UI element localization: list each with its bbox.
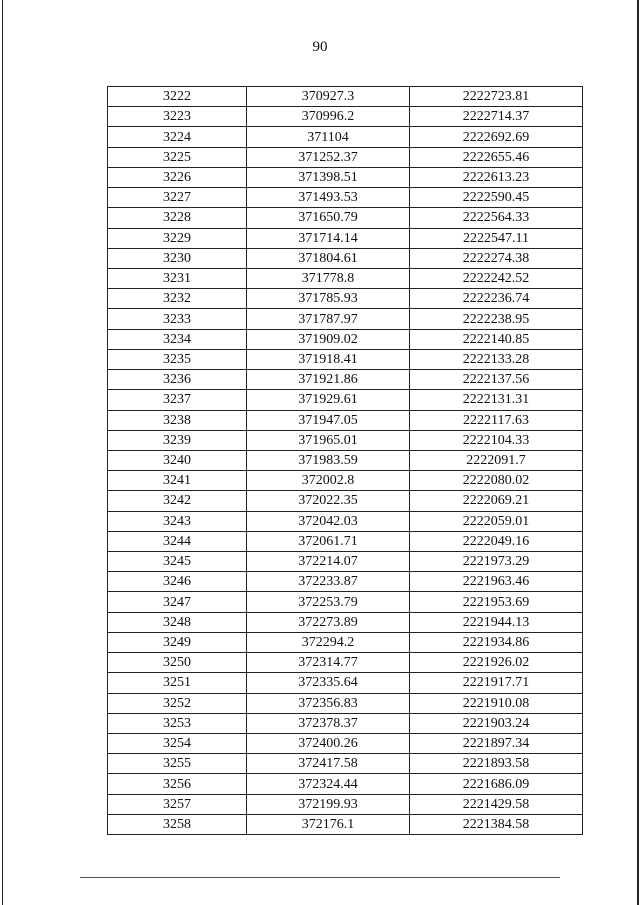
x-coordinate-cell: 371714.14	[247, 228, 410, 248]
x-coordinate-cell: 371909.02	[247, 329, 410, 349]
table-row	[108, 309, 583, 329]
table-row	[108, 289, 583, 309]
point-number-cell: 3242	[108, 491, 247, 511]
table-row	[108, 511, 583, 531]
y-coordinate-cell: 2221686.09	[410, 774, 583, 794]
x-coordinate-cell: 371983.59	[247, 450, 410, 470]
y-coordinate-cell: 2222274.38	[410, 248, 583, 268]
table-row	[108, 349, 583, 369]
x-coordinate-cell: 372253.79	[247, 592, 410, 612]
x-coordinate-cell: 371398.51	[247, 167, 410, 187]
y-coordinate-cell: 2222242.52	[410, 268, 583, 288]
y-coordinate-cell: 2222590.45	[410, 188, 583, 208]
point-number-cell: 3228	[108, 208, 247, 228]
x-coordinate-cell: 371965.01	[247, 430, 410, 450]
y-coordinate-cell: 2222091.7	[410, 450, 583, 470]
x-coordinate-cell: 371921.86	[247, 370, 410, 390]
table-row	[108, 754, 583, 774]
table-row	[108, 774, 583, 794]
x-coordinate-cell: 371104	[247, 127, 410, 147]
table-row	[108, 167, 583, 187]
x-coordinate-cell: 372335.64	[247, 673, 410, 693]
y-coordinate-cell: 2222131.31	[410, 390, 583, 410]
coordinates-table	[107, 86, 583, 835]
point-number-cell: 3250	[108, 653, 247, 673]
point-number-cell: 3227	[108, 188, 247, 208]
table-row	[108, 814, 583, 834]
table-row	[108, 612, 583, 632]
y-coordinate-cell: 2222080.02	[410, 471, 583, 491]
x-coordinate-cell: 372314.77	[247, 653, 410, 673]
y-coordinate-cell: 2221963.46	[410, 572, 583, 592]
x-coordinate-cell: 372324.44	[247, 774, 410, 794]
table-row	[108, 673, 583, 693]
y-coordinate-cell: 2221926.02	[410, 653, 583, 673]
table-row	[108, 410, 583, 430]
y-coordinate-cell: 2222133.28	[410, 349, 583, 369]
y-coordinate-cell: 2221973.29	[410, 552, 583, 572]
point-number-cell: 3255	[108, 754, 247, 774]
x-coordinate-cell: 371778.8	[247, 268, 410, 288]
x-coordinate-cell: 372294.2	[247, 632, 410, 652]
y-coordinate-cell: 2222564.33	[410, 208, 583, 228]
point-number-cell: 3236	[108, 370, 247, 390]
point-number-cell: 3238	[108, 410, 247, 430]
point-number-cell: 3237	[108, 390, 247, 410]
page-edge-right	[637, 0, 639, 905]
y-coordinate-cell: 2222613.23	[410, 167, 583, 187]
y-coordinate-cell: 2221429.58	[410, 794, 583, 814]
table-row	[108, 713, 583, 733]
x-coordinate-cell: 371787.97	[247, 309, 410, 329]
table-row	[108, 248, 583, 268]
y-coordinate-cell: 2222714.37	[410, 107, 583, 127]
table-row	[108, 228, 583, 248]
x-coordinate-cell: 370996.2	[247, 107, 410, 127]
point-number-cell: 3243	[108, 511, 247, 531]
point-number-cell: 3253	[108, 713, 247, 733]
point-number-cell: 3245	[108, 552, 247, 572]
table-row	[108, 430, 583, 450]
x-coordinate-cell: 372176.1	[247, 814, 410, 834]
table-row	[108, 208, 583, 228]
y-coordinate-cell: 2221903.24	[410, 713, 583, 733]
x-coordinate-cell: 372400.26	[247, 734, 410, 754]
table-row	[108, 370, 583, 390]
y-coordinate-cell: 2221910.08	[410, 693, 583, 713]
point-number-cell: 3246	[108, 572, 247, 592]
x-coordinate-cell: 371918.41	[247, 349, 410, 369]
point-number-cell: 3247	[108, 592, 247, 612]
y-coordinate-cell: 2222137.56	[410, 370, 583, 390]
y-coordinate-cell: 2222692.69	[410, 127, 583, 147]
point-number-cell: 3258	[108, 814, 247, 834]
table-row	[108, 794, 583, 814]
y-coordinate-cell: 2222655.46	[410, 147, 583, 167]
point-number-cell: 3249	[108, 632, 247, 652]
table-row	[108, 471, 583, 491]
table-row	[108, 531, 583, 551]
table-row	[108, 653, 583, 673]
table-row	[108, 390, 583, 410]
table-row	[108, 188, 583, 208]
y-coordinate-cell: 2221897.34	[410, 734, 583, 754]
y-coordinate-cell: 2221944.13	[410, 612, 583, 632]
coordinates-table-body	[108, 87, 583, 835]
table-row	[108, 127, 583, 147]
x-coordinate-cell: 372199.93	[247, 794, 410, 814]
y-coordinate-cell: 2221953.69	[410, 592, 583, 612]
table-row	[108, 87, 583, 107]
point-number-cell: 3251	[108, 673, 247, 693]
point-number-cell: 3232	[108, 289, 247, 309]
point-number-cell: 3233	[108, 309, 247, 329]
y-coordinate-cell: 2222547.11	[410, 228, 583, 248]
page-edge-left	[2, 0, 3, 905]
point-number-cell: 3244	[108, 531, 247, 551]
y-coordinate-cell: 2222117.63	[410, 410, 583, 430]
point-number-cell: 3241	[108, 471, 247, 491]
y-coordinate-cell: 2222236.74	[410, 289, 583, 309]
y-coordinate-cell: 2222140.85	[410, 329, 583, 349]
y-coordinate-cell: 2222069.21	[410, 491, 583, 511]
table-row	[108, 107, 583, 127]
point-number-cell: 3230	[108, 248, 247, 268]
x-coordinate-cell: 372378.37	[247, 713, 410, 733]
x-coordinate-cell: 372273.89	[247, 612, 410, 632]
y-coordinate-cell: 2222049.16	[410, 531, 583, 551]
point-number-cell: 3257	[108, 794, 247, 814]
x-coordinate-cell: 371929.61	[247, 390, 410, 410]
point-number-cell: 3240	[108, 450, 247, 470]
page-number: 90	[312, 39, 328, 55]
table-row	[108, 329, 583, 349]
x-coordinate-cell: 371650.79	[247, 208, 410, 228]
x-coordinate-cell: 372022.35	[247, 491, 410, 511]
table-row	[108, 572, 583, 592]
y-coordinate-cell: 2222059.01	[410, 511, 583, 531]
y-coordinate-cell: 2222238.95	[410, 309, 583, 329]
point-number-cell: 3234	[108, 329, 247, 349]
table-row	[108, 632, 583, 652]
point-number-cell: 3224	[108, 127, 247, 147]
table-row	[108, 693, 583, 713]
point-number-cell: 3235	[108, 349, 247, 369]
point-number-cell: 3248	[108, 612, 247, 632]
table-row	[108, 450, 583, 470]
table-row	[108, 147, 583, 167]
x-coordinate-cell: 372233.87	[247, 572, 410, 592]
x-coordinate-cell: 371493.53	[247, 188, 410, 208]
x-coordinate-cell: 372417.58	[247, 754, 410, 774]
x-coordinate-cell: 371947.05	[247, 410, 410, 430]
point-number-cell: 3229	[108, 228, 247, 248]
x-coordinate-cell: 372214.07	[247, 552, 410, 572]
bottom-divider	[80, 877, 560, 878]
x-coordinate-cell: 372002.8	[247, 471, 410, 491]
point-number-cell: 3223	[108, 107, 247, 127]
point-number-cell: 3254	[108, 734, 247, 754]
x-coordinate-cell: 372061.71	[247, 531, 410, 551]
x-coordinate-cell: 372356.83	[247, 693, 410, 713]
point-number-cell: 3225	[108, 147, 247, 167]
x-coordinate-cell: 372042.03	[247, 511, 410, 531]
x-coordinate-cell: 371804.61	[247, 248, 410, 268]
point-number-cell: 3231	[108, 268, 247, 288]
x-coordinate-cell: 370927.3	[247, 87, 410, 107]
y-coordinate-cell: 2221934.86	[410, 632, 583, 652]
y-coordinate-cell: 2221384.58	[410, 814, 583, 834]
y-coordinate-cell: 2221917.71	[410, 673, 583, 693]
point-number-cell: 3226	[108, 167, 247, 187]
x-coordinate-cell: 371785.93	[247, 289, 410, 309]
table-row	[108, 491, 583, 511]
y-coordinate-cell: 2222723.81	[410, 87, 583, 107]
table-row	[108, 552, 583, 572]
point-number-cell: 3256	[108, 774, 247, 794]
y-coordinate-cell: 2222104.33	[410, 430, 583, 450]
x-coordinate-cell: 371252.37	[247, 147, 410, 167]
table-row	[108, 592, 583, 612]
y-coordinate-cell: 2221893.58	[410, 754, 583, 774]
table-row	[108, 734, 583, 754]
point-number-cell: 3222	[108, 87, 247, 107]
table-row	[108, 268, 583, 288]
point-number-cell: 3239	[108, 430, 247, 450]
point-number-cell: 3252	[108, 693, 247, 713]
